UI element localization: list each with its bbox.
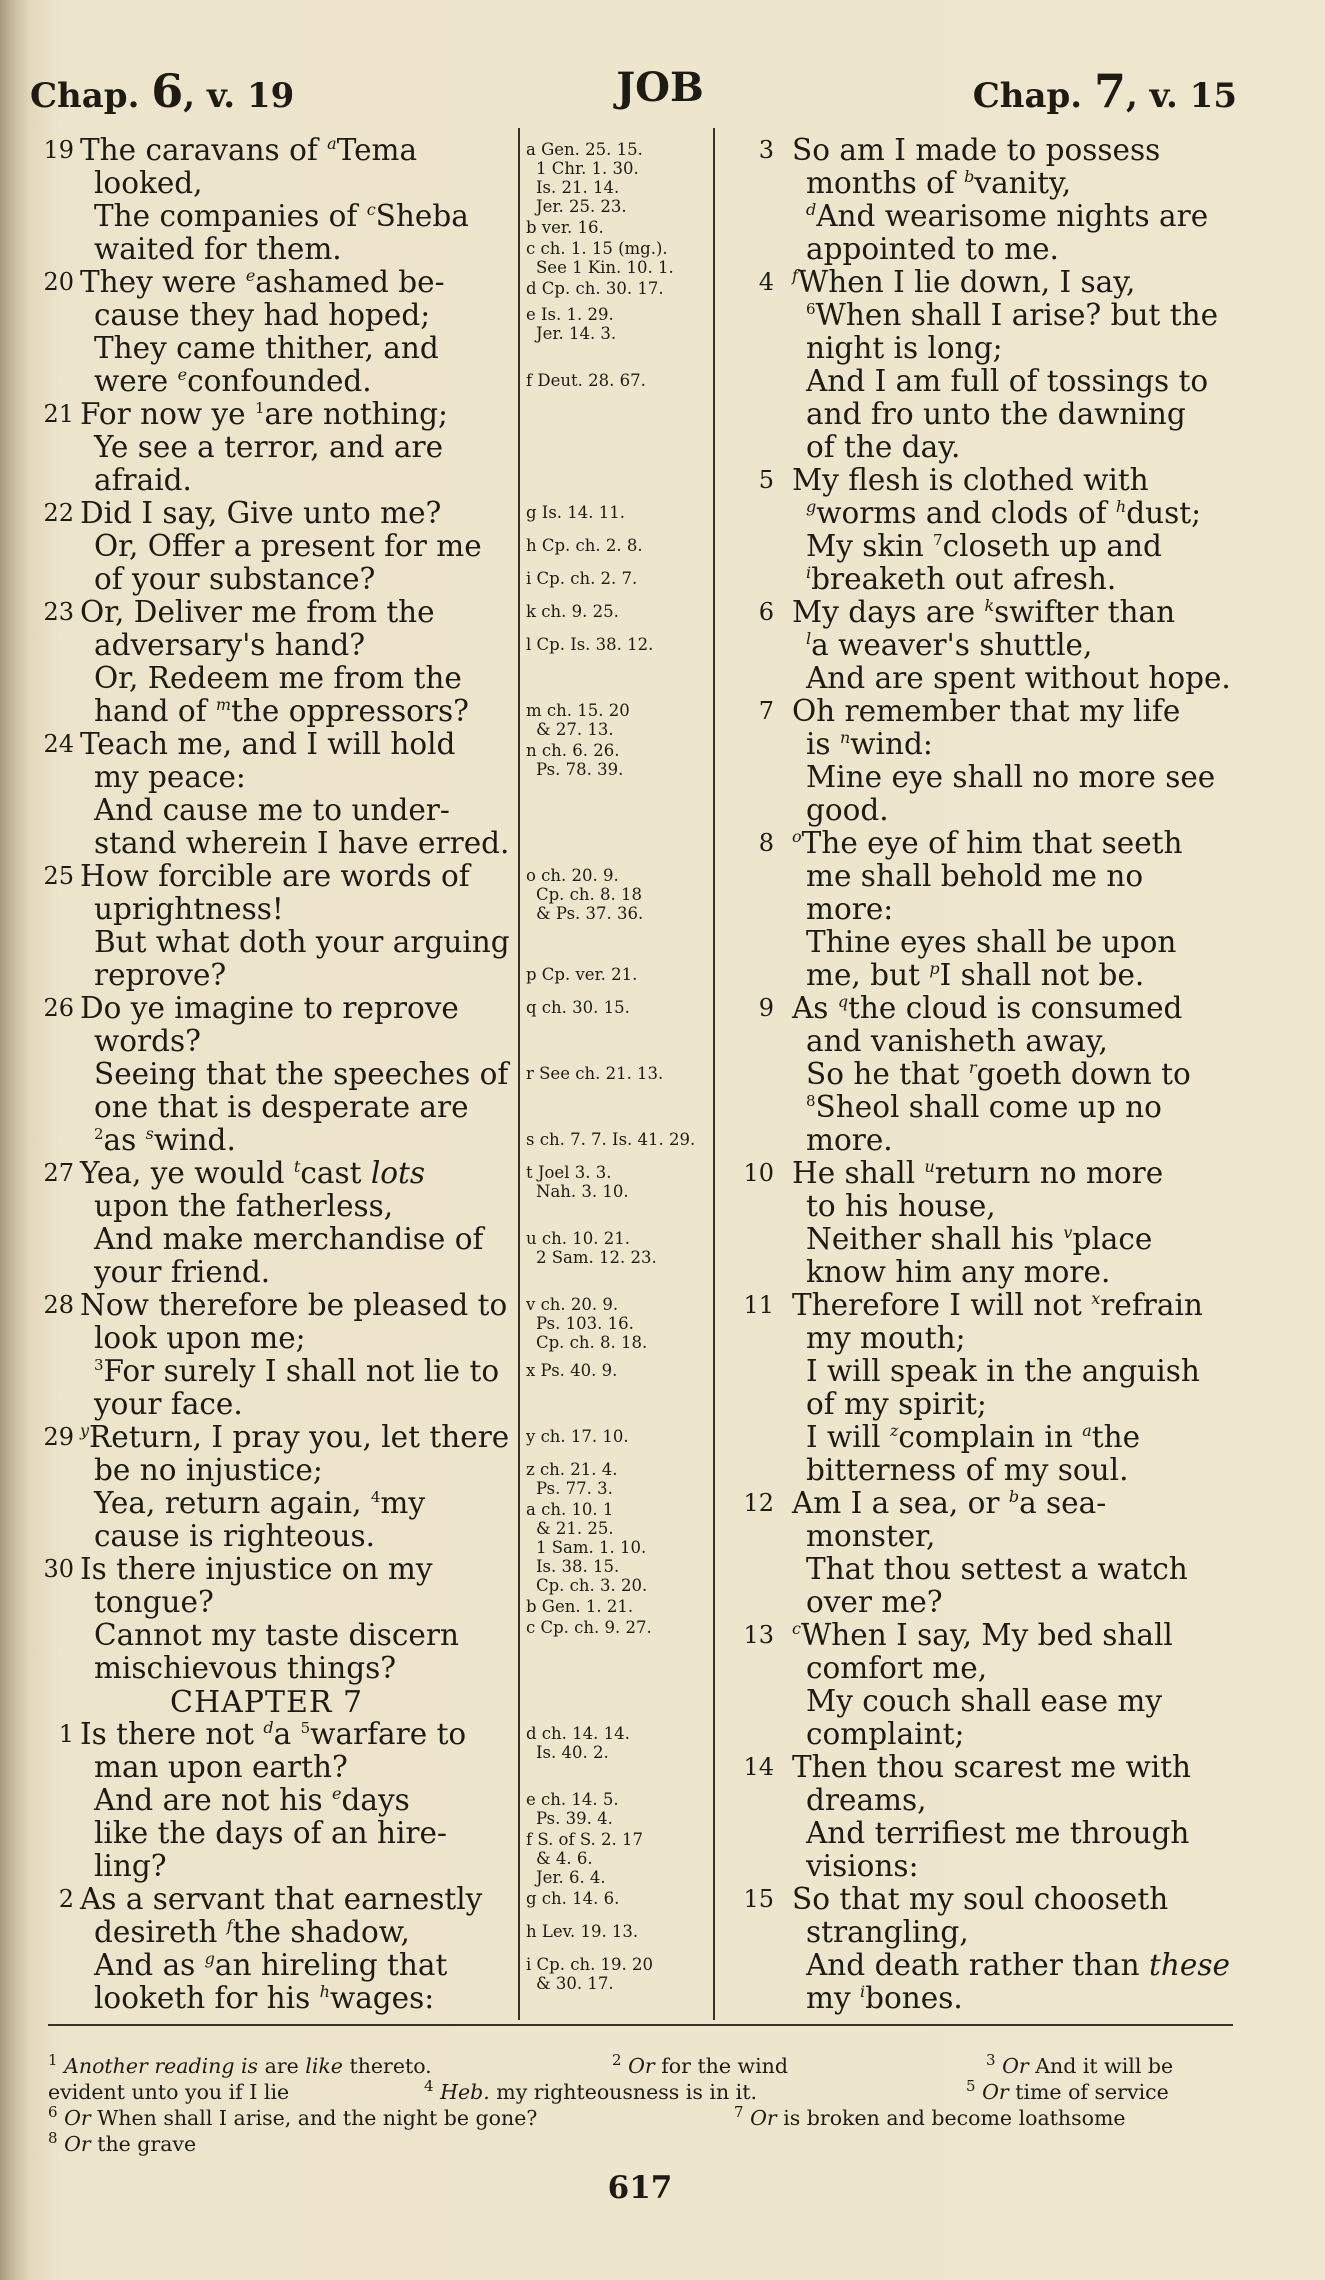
verse-line: And as $^g$an hireling that [94,1948,448,1982]
cross-reference-line: z ch. 21. 4. [526,1460,618,1479]
cross-reference-line: c ch. 1. 15 (mg.). [526,239,668,258]
cross-reference-line: q ch. 30. 15. [526,998,630,1017]
cross-reference-line: Nah. 3. 10. [536,1182,629,1201]
reference-letter: u [924,1157,935,1177]
cross-reference-line: Ps. 78. 39. [536,760,624,779]
verse-line: Or, Offer a present for me [94,529,482,563]
cross-reference-line: e ch. 14. 5. [526,1790,619,1809]
verse-number: 9 [758,994,774,1022]
cross-reference-line: l Cp. Is. 38. 12. [526,635,654,654]
reference-letter: n [839,728,851,748]
reference-letter: a [1082,1421,1092,1441]
cross-reference-line: d ch. 14. 14. [526,1724,630,1743]
reference-letter: g [806,497,817,517]
verse-line: desireth $^f$the shadow, [94,1915,410,1949]
verse-number: 24 [43,730,74,758]
verse-line: were $^e$confounded. [94,364,372,398]
verse-number: 13 [743,1621,774,1649]
verse-line: And terrifiest me through [806,1816,1190,1850]
verse-line: My days are $^k$swifter than [792,595,1176,629]
verse-line: look upon me; [94,1321,306,1355]
footnote-marker: 6 [806,300,816,319]
verse-line: my $^i$bones. [806,1981,963,2015]
footnote-marker: 4 [370,1488,381,1507]
cross-reference-line: n ch. 6. 26. [526,741,620,760]
verse-line: my mouth; [806,1321,966,1355]
column-rule-right [713,128,715,2020]
cross-reference-line: g ch. 14. 6. [526,1889,620,1908]
verse-line: Now therefore be pleased to [80,1288,508,1322]
reference-letter: t [293,1157,301,1177]
verse-line: $^i$breaketh out afresh. [806,562,1117,596]
verse-line: good. [806,793,889,827]
verse-line: Is there injustice on my [80,1552,433,1586]
verse-line: My flesh is clothed with [792,463,1149,497]
verse-line: reprove? [94,958,227,992]
footnote-marker: 8 [806,1092,816,1111]
cross-reference-line: Cp. ch. 8. 18. [536,1333,648,1352]
cross-reference-line: r See ch. 21. 13. [526,1064,664,1083]
verse-line: know him any more. [806,1255,1111,1289]
reference-letter: d [263,1718,274,1738]
reference-letter: d [806,200,817,220]
verse-line: So he that $^r$goeth down to [806,1057,1191,1091]
verse-line: cause they had hoped; [94,298,431,332]
verse-number: 20 [43,268,74,296]
verse-line: Ye see a terror, and are [94,430,444,464]
verse-line: I will $^z$complain in $^a$the [806,1420,1141,1454]
reference-letter: h [319,1982,330,2002]
verse-line: $^o$The eye of him that seeth [792,826,1183,860]
verse-number: 25 [43,862,74,890]
verse-line: Oh remember that my life [792,694,1181,728]
footnote-1-start: $^1$ Another reading is are like thereto. [48,2051,432,2078]
footnote-2: $^2$ Or for the wind [612,2051,788,2078]
verse-line: Am I a sea, or $^b$a sea- [792,1486,1107,1520]
verse-line: But what doth your arguing [94,925,510,959]
cross-reference-line: 2 Sam. 12. 23. [536,1248,657,1267]
cross-reference-line: & Ps. 37. 36. [536,904,644,923]
footnote-5: $^5$ Or time of service [966,2077,1169,2104]
verse-line: is $^n$wind: [806,727,933,761]
reference-letter: p [929,959,940,979]
verse-line: Or, Redeem me from the [94,661,462,695]
reference-letter: o [792,827,802,847]
verse-line: $^2$as $^s$wind. [94,1123,236,1157]
verse-line: monster, [806,1519,936,1553]
verse-line: like the days of an hire- [94,1816,447,1850]
verse-line: looked, [94,166,203,200]
verse-line: be no injustice; [94,1453,323,1487]
verse-number: 5 [758,466,774,494]
reference-letter: y [80,1421,90,1441]
footnote-marker: 5 [300,1719,311,1738]
cross-reference-line: u ch. 10. 21. [526,1229,630,1248]
cross-reference-line: Cp. ch. 8. 18 [536,885,643,904]
verse-line: strangling, [806,1915,969,1949]
running-header-left: Chap. 6, v. 19 [30,64,295,118]
verse-line: to his house, [806,1189,996,1223]
cross-reference-line: t Joel 3. 3. [526,1163,612,1182]
cross-reference-line: Is. 40. 2. [536,1743,609,1762]
verse-line: one that is desperate are [94,1090,469,1124]
cross-reference-line: i Cp. ch. 2. 7. [526,569,638,588]
verse-line: $^l$a weaver's shuttle, [806,628,1093,662]
verse-line: $^8$Sheol shall come up no [806,1090,1162,1124]
reference-letter: e [332,1784,342,1804]
cross-reference-line: 1 Sam. 1. 10. [536,1538,647,1557]
verse-line: Is there not $^d$a $^5$warfare to [80,1717,467,1751]
verse-line: Thine eyes shall be upon [806,925,1177,959]
verse-number: 28 [43,1291,74,1319]
cross-reference-line: h Lev. 19. 13. [526,1922,639,1941]
cross-reference-line: b ver. 16. [526,218,604,237]
verse-line: visions: [806,1849,919,1883]
cross-reference-line: 1 Chr. 1. 30. [536,159,639,178]
verse-number: 2 [58,1885,74,1913]
cross-reference-line: g Is. 14. 11. [526,503,626,522]
verse-line: mischievous things? [94,1651,397,1685]
cross-reference-line: h Cp. ch. 2. 8. [526,536,643,555]
verse-number: 27 [43,1159,74,1187]
verse-line: The companies of $^c$Sheba [94,199,469,233]
verse-number: 30 [43,1555,74,1583]
footnote-3: $^3$ Or And it will be [986,2051,1174,2078]
verse-number: 6 [758,598,774,626]
footnote-marker: 1 [254,399,265,418]
verse-line: Neither shall his $^v$place [806,1222,1153,1256]
verse-line: How forcible are words of [80,859,470,893]
verse-line: Did I say, Give unto me? [80,496,442,530]
verse-number: 29 [43,1423,74,1451]
cross-reference-line: See 1 Kin. 10. 1. [536,258,674,277]
right-text-column [743,133,1232,2015]
verse-number: 22 [43,499,74,527]
verse-line: stand wherein I have erred. [94,826,510,860]
reference-letter: c [366,200,376,220]
verse-line: adversary's hand? [94,628,366,662]
reference-letter: b [964,167,975,187]
cross-reference-line: Is. 38. 15. [536,1557,620,1576]
verse-number: 26 [43,994,74,1022]
cross-reference-line: & 30. 17. [536,1974,614,1993]
cross-reference-column [526,140,711,2020]
verse-line: your friend. [94,1255,271,1289]
verse-number: 12 [743,1489,774,1517]
cross-reference-line: m ch. 15. 20 [526,701,630,720]
verse-line: tongue? [94,1585,214,1619]
cross-reference-line: i Cp. ch. 19. 20 [526,1955,654,1974]
verse-line: Seeing that the speeches of [94,1057,509,1091]
verse-number: 23 [43,598,74,626]
footnote-rule [48,2024,1233,2026]
verse-line: me, but $^p$I shall not be. [806,958,1145,992]
verse-line: waited for them. [94,232,342,266]
verse-number: 21 [43,400,74,428]
verse-number: 19 [43,136,74,164]
verse-line: And death rather than these [806,1948,1230,1982]
verse-line: and fro unto the dawning [806,397,1186,431]
verse-line: appointed to me. [806,232,1059,266]
cross-reference-line: Ps. 39. 4. [536,1809,613,1828]
verse-line: Mine eye shall no more see [806,760,1216,794]
cross-reference-line: p Cp. ver. 21. [526,965,638,984]
verse-number: 1 [58,1720,74,1748]
verse-line: bitterness of my soul. [806,1453,1129,1487]
cross-reference-line: d Cp. ch. 30. 17. [526,279,664,298]
reference-letter: r [968,1058,977,1078]
verse-line: hand of $^m$the oppressors? [94,694,469,728]
verse-line: uprightness! [94,892,284,926]
cross-reference-line: Jer. 14. 3. [536,324,617,343]
footnote-7: $^7$ Or is broken and become loathsome [734,2103,1126,2130]
verse-line: dreams, [806,1783,927,1817]
verse-number: 14 [743,1753,774,1781]
cross-reference-line: Cp. ch. 3. 20. [536,1576,648,1595]
cross-reference-line: a Gen. 25. 15. [526,140,643,159]
verse-line: of the day. [806,430,961,464]
chapter-heading: CHAPTER 7 [170,1685,364,1720]
cross-reference-line: c Cp. ch. 9. 27. [526,1618,652,1637]
verse-line: And are spent without hope. [806,661,1231,695]
verse-line: more. [806,1123,893,1157]
reference-letter: c [792,1619,801,1639]
verse-line: They were $^e$ashamed be- [80,265,445,299]
left-text-column [43,133,512,2015]
verse-line: Do ye imagine to reprove [80,991,459,1025]
verse-line: months of $^b$vanity, [806,166,1072,200]
verse-line: He shall $^u$return no more [792,1156,1164,1190]
verse-line: of your substance? [94,562,376,596]
verse-line: And I am full of tossings to [806,364,1209,398]
verse-number: 7 [758,697,774,725]
cross-reference-line: b Gen. 1. 21. [526,1597,634,1616]
cross-reference-line: x Ps. 40. 9. [526,1361,618,1380]
reference-letter: f [792,266,798,286]
verse-line: And make merchandise of [94,1222,484,1256]
cross-reference-line: & 21. 25. [536,1519,614,1538]
book-title: JOB [616,64,704,111]
reference-letter: g [204,1949,215,1969]
verse-line: $^g$worms and clods of $^h$dust; [806,496,1202,530]
reference-letter: e [177,365,188,385]
cross-reference-line: & 4. 6. [536,1849,593,1868]
verse-line: I will speak in the anguish [806,1354,1200,1388]
cross-reference-line: f S. of S. 2. 17 [526,1830,644,1849]
verse-line: $^d$And wearisome nights are [806,199,1209,233]
verse-number: 10 [743,1159,774,1187]
reference-letter: x [1091,1289,1101,1309]
verse-line: As $^q$the cloud is consumed [792,991,1183,1025]
verse-line: your face. [94,1387,243,1421]
verse-line: That thou settest a watch [806,1552,1188,1586]
verse-line: words? [94,1024,201,1058]
footnote-marker: 7 [933,531,943,550]
verse-line: and vanisheth away, [806,1024,1108,1058]
verse-line: $^y$Return, I pray you, let there [80,1420,510,1454]
reference-letter: i [860,1982,866,2002]
cross-reference-line: a ch. 10. 1 [526,1500,614,1519]
footnote-marker: 2 [94,1125,104,1144]
verse-line: $^f$When I lie down, I say, [792,265,1136,299]
verse-line: They came thither, and [94,331,439,365]
verse-line: ling? [94,1849,167,1883]
verse-line: more: [806,892,894,926]
verse-line: night is long; [806,331,1003,365]
verse-line: For now ye $^1$are nothing; [80,397,448,431]
verse-line: Then thou scarest me with [792,1750,1192,1784]
reference-letter: h [1115,497,1127,517]
reference-letter: s [145,1124,154,1144]
footnote-1-end: evident unto you if I lie [48,2080,290,2104]
cross-reference-line: Ps. 103. 16. [536,1314,634,1333]
verse-line: cause is righteous. [94,1519,376,1553]
verse-line: My couch shall ease my [806,1684,1163,1718]
verse-line: Yea, ye would $^t$cast lots [80,1156,426,1190]
cross-reference-line: Jer. 25. 23. [536,197,627,216]
cross-reference-line: e Is. 1. 29. [526,305,614,324]
cross-reference-line: Is. 21. 14. [536,178,620,197]
verse-line: Yea, return again, $^4$my [94,1486,426,1520]
verse-line: over me? [806,1585,943,1619]
verse-line: As a servant that earnestly [80,1882,483,1916]
reference-letter: i [806,563,812,583]
verse-number: 8 [758,829,774,857]
reference-letter: k [984,596,995,616]
reference-letter: v [1063,1223,1073,1243]
verse-line: comfort me, [806,1651,988,1685]
verse-line: upon the fatherless, [94,1189,394,1223]
reference-letter: q [837,992,849,1012]
verse-line: And cause me to under- [94,793,450,827]
verse-line: $^3$For surely I shall not lie to [94,1354,500,1388]
cross-reference-line: y ch. 17. 10. [526,1427,629,1446]
footnote-8: $^8$ Or the grave [48,2129,197,2156]
verse-line: The caravans of $^a$Tema [80,133,418,167]
verse-line: man upon earth? [94,1750,348,1784]
verse-number: 4 [758,268,774,296]
cross-reference-line: k ch. 9. 25. [526,602,619,621]
verse-line: afraid. [94,463,192,497]
verse-line: $^c$When I say, My bed shall [792,1618,1173,1652]
reference-letter: f [226,1916,233,1936]
reference-letter: a [327,134,337,154]
cross-reference-line: Ps. 77. 3. [536,1479,613,1498]
cross-reference-line: o ch. 20. 9. [526,866,619,885]
verse-number: 15 [743,1885,774,1913]
verse-line: complaint; [806,1717,965,1751]
reference-letter: z [889,1421,899,1441]
cross-reference-line: Jer. 6. 4. [536,1868,606,1887]
verse-line: $^6$When shall I arise? but the [806,298,1219,332]
verse-line: of my spirit; [806,1387,987,1421]
reference-letter: m [215,695,232,715]
verse-line: me shall behold me no [806,859,1144,893]
verse-line: my peace: [94,760,246,794]
reference-letter: b [1008,1487,1020,1507]
footnote-4: $^4$ Heb. my righteousness is in it. [424,2077,757,2104]
verse-line: Cannot my taste discern [94,1618,459,1652]
verse-line: Teach me, and I will hold [80,727,456,761]
verse-line: So am I made to possess [792,133,1161,167]
reference-letter: e [245,266,256,286]
footnote-6: $^6$ Or When shall I arise, and the night be gone? [48,2103,538,2130]
verse-line: looketh for his $^h$wages: [94,1981,435,2015]
page-number: 617 [607,2170,673,2206]
reference-letter: l [806,629,812,649]
verse-number: 11 [743,1291,774,1319]
verse-line: Therefore I will not $^x$refrain [792,1288,1203,1322]
verse-line: And are not his $^e$days [94,1783,410,1817]
footnote-marker: 3 [94,1356,104,1375]
verse-line: My skin $^7$closeth up and [806,529,1162,563]
cross-reference-line: & 27. 13. [536,720,614,739]
verse-number: 3 [758,136,774,164]
cross-reference-line: s ch. 7. 7. Is. 41. 29. [526,1130,696,1149]
verse-line: So that my soul chooseth [792,1882,1169,1916]
verse-line: Or, Deliver me from the [80,595,435,629]
cross-reference-line: f Deut. 28. 67. [526,371,646,390]
cross-reference-line: v ch. 20. 9. [526,1295,619,1314]
running-header-right: Chap. 7, v. 15 [972,64,1237,118]
